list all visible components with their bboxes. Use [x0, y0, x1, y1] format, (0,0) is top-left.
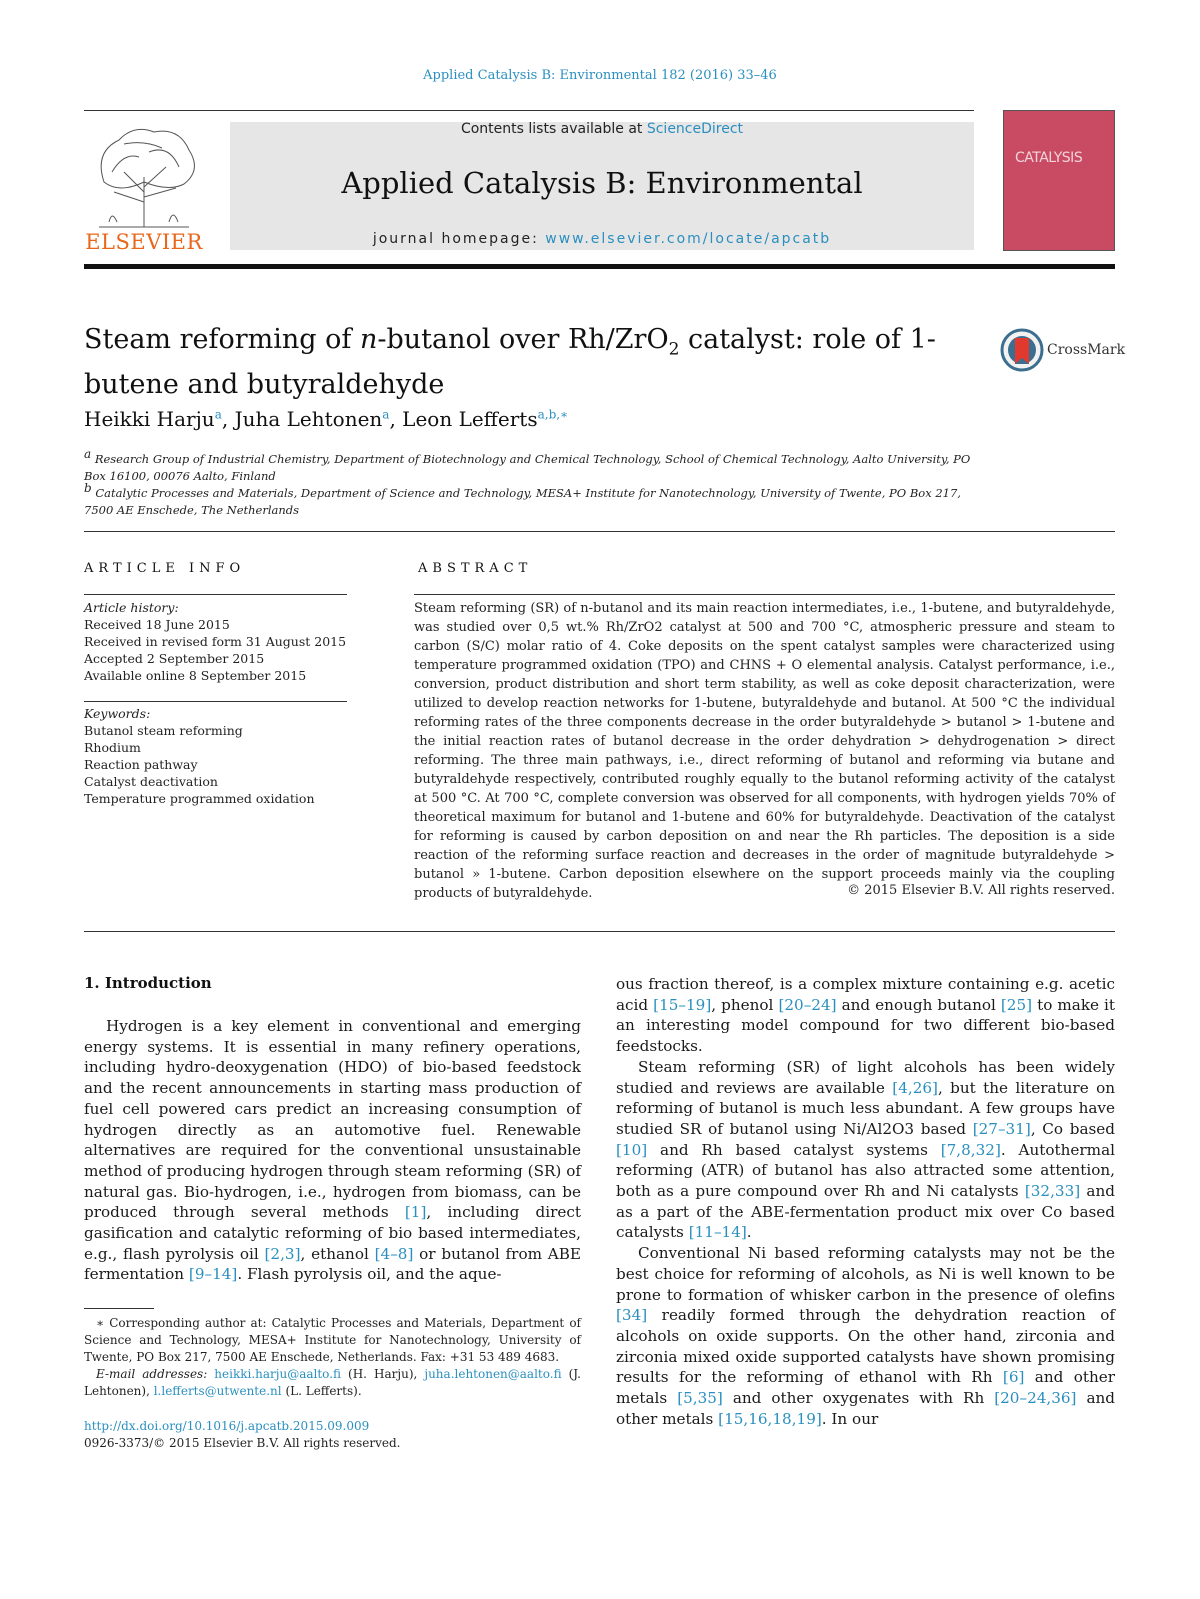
body-text: . Autothermal reforming (ATR) of butanol has also attracted some attention, both as a pure compound over Rh and Ni catalysts: [616, 1140, 1115, 1201]
citation-link[interactable]: [27–31]: [972, 1119, 1031, 1138]
keywords-block: [84, 705, 354, 807]
body-text: . Flash pyrolysis oil, and the aque-: [237, 1265, 502, 1284]
intro-paragraph-right-2: [616, 1057, 1115, 1243]
citation-link[interactable]: [34]: [616, 1306, 648, 1325]
email-owner: (L. Lefferts).: [281, 1384, 362, 1398]
keyword-item: Butanol steam reforming: [84, 723, 243, 738]
crossmark-label[interactable]: CrossMark: [1047, 342, 1126, 358]
affiliation-a: [84, 446, 974, 485]
body-text: .: [746, 1223, 752, 1242]
history-item: Received 18 June 2015: [84, 617, 230, 632]
title-text-3: catalyst: role of 1-butene and butyraldehyde: [84, 324, 936, 401]
history-item: Accepted 2 September 2015: [84, 651, 265, 666]
keyword-item: Reaction pathway: [84, 757, 198, 772]
author-affiliation-mark[interactable]: a: [382, 407, 390, 422]
affiliation-text: Catalytic Processes and Materials, Department of Science and Technology, MESA+ Institute for Nanotechnology, University of Twente, PO Box 217, 7500 AE Enschede, The Netherlands: [84, 485, 961, 517]
author-name: Juha Lehtonen: [234, 407, 383, 431]
title-italic-n: n: [359, 324, 378, 355]
citation-link[interactable]: [32,33]: [1024, 1182, 1081, 1201]
history-item: Received in revised form 31 August 2015: [84, 634, 347, 649]
email-link[interactable]: juha.lehtonen@aalto.fi: [424, 1367, 562, 1381]
intro-paragraph-right-1: [616, 974, 1115, 1057]
email-owner: (J. Lehtonen),: [84, 1367, 581, 1398]
intro-paragraph-1: [84, 1016, 581, 1285]
body-text: , ethanol: [300, 1244, 375, 1263]
author-separator: ,: [221, 407, 235, 431]
right-column: [616, 974, 1115, 1429]
abstract-text: Steam reforming (SR) of n-butanol and its main reaction intermediates, i.e., 1-butene, and butyraldehyde, was studied over 0,5 wt.% Rh/ZrO2 catalyst at 500 and 700 °C, atmospheric pressure and steam to carbon (S/C) molar ratio of 4. Coke deposits on the spent catalyst samples were characterized using temperature programmed oxidation (TPO) and CHNS + O elemental analysis. Catalyst performance, i.e., conversion, product distribution and short term stability, as well as coke deposit characterization, were utilized to develop reaction networks for 1-butene, butyraldehyde and butanol. At 500 °C the individual reforming rates of the three components decrease in the order butyraldehyde > butanol > 1-butene and the initial reaction rates of butanol decrease in the order dehydration > dehydrogenation > direct reforming. The three main pathways, i.e., direct reforming of butanol and reforming via butane and butyraldehyde respectively, contributed roughly equally to the butanol reforming activity of the catalyst at 500 °C. At 700 °C, complete conversion was observed for all components, with hydrogen yields 70% of theoretical maximum for butanol and 1-butene and 60% for butyraldehyde. Deactivation of the catalyst for reforming is caused by carbon deposition on and near the Rh particles. The deposition is a side reaction of the reforming surface reaction and decreases in the order of magnitude butyraldehyde > butanol » 1-butene. Carbon deposition elsewhere on the support proceeds mainly via the coupling products of butyraldehyde.: [414, 601, 1115, 901]
citation-link[interactable]: [9–14]: [188, 1265, 238, 1284]
body-text: or butanol from ABE fermentation: [84, 1244, 581, 1284]
footnote: [84, 1315, 581, 1400]
body-text: to make it an interesting model compound for two different bio-based feedstocks.: [616, 995, 1115, 1056]
section-heading-introduction: 1. Introduction: [84, 974, 212, 992]
issn-copyright: 0926-3373/© 2015 Elsevier B.V. All rights reserved.: [84, 1436, 401, 1450]
citation-link[interactable]: [10]: [616, 1140, 648, 1159]
email-link[interactable]: heikki.harju@aalto.fi: [214, 1367, 342, 1381]
abstract-rule: [414, 594, 1115, 595]
contents-line: [230, 121, 974, 137]
intro-paragraph-right-3: [616, 1243, 1115, 1429]
crossmark-icon[interactable]: [1000, 328, 1044, 372]
citation-link[interactable]: [20–24,36]: [994, 1389, 1077, 1408]
doi-link[interactable]: http://dx.doi.org/10.1016/j.apcatb.2015.09.009: [84, 1419, 370, 1433]
elsevier-wordmark: ELSEVIER: [85, 230, 203, 254]
left-column: [84, 1016, 581, 1285]
body-text: , phenol: [711, 995, 779, 1014]
header-rule: [84, 110, 974, 111]
article-title: [84, 322, 984, 403]
journal-title: Applied Catalysis B: Environmental: [341, 166, 863, 200]
citation-link[interactable]: [7,8,32]: [940, 1140, 1001, 1159]
article-info-rule: [84, 594, 347, 595]
footnote-rule: [84, 1308, 154, 1309]
body-text: and other metals: [616, 1389, 1116, 1428]
body-text: and other metals: [616, 1368, 1115, 1408]
keyword-item: Rhodium: [84, 740, 141, 755]
keywords-label: Keywords:: [84, 706, 151, 721]
body-text: and Rh based catalyst systems: [647, 1140, 941, 1159]
journal-citation[interactable]: Applied Catalysis B: Environmental 182 (2016) 33–46: [423, 68, 777, 83]
citation-link[interactable]: [15,16,18,19]: [718, 1409, 822, 1428]
keywords-rule: [84, 701, 347, 702]
affiliation-mark: b: [84, 481, 92, 495]
corresponding-author-note: ∗ Corresponding author at: Catalytic Processes and Materials, Department of Science and Technology, MESA+ Institute for Nanotechnology, University of Twente, PO Box 217, 7500 AE Enschede, Netherlands. Fax: +31 53 489 4683.: [84, 1316, 581, 1364]
author-separator: ,: [389, 407, 403, 431]
keyword-item: Catalyst deactivation: [84, 774, 218, 789]
abstract-bottom-rule: [84, 931, 1115, 932]
article-history: [84, 599, 354, 684]
body-text: readily formed through the dehydration reaction of alcohols on oxide supports. On the other hand, zirconia and zirconia mixed oxide supported catalysts have shown promising results for the reforming of ethanol with Rh: [616, 1306, 1115, 1387]
author-name: Heikki Harju: [84, 407, 215, 431]
abstract-copyright: © 2015 Elsevier B.V. All rights reserved.: [847, 883, 1115, 898]
citation-link[interactable]: [1]: [404, 1203, 427, 1222]
citation-link[interactable]: [4,26]: [892, 1078, 938, 1097]
journal-cover-thumbnail[interactable]: [1003, 110, 1115, 251]
title-text-1: Steam reforming of: [84, 324, 360, 355]
citation-link[interactable]: [6]: [1002, 1368, 1025, 1387]
author-list: [84, 407, 568, 431]
body-text: ous fraction thereof, is a complex mixture containing e.g. acetic acid: [616, 975, 1115, 1014]
email-link[interactable]: l.lefferts@utwente.nl: [153, 1384, 282, 1398]
email-addresses: [84, 1366, 581, 1400]
body-text: and enough butanol: [836, 995, 1001, 1014]
body-text: , Co based: [1030, 1119, 1115, 1138]
header-thick-rule: [84, 264, 1115, 269]
keyword-list: [84, 722, 354, 807]
author-affiliation-mark[interactable]: a,b,∗: [537, 407, 569, 422]
citation-link[interactable]: [11–14]: [688, 1223, 747, 1242]
cover-title: CATALYSIS: [1015, 150, 1083, 166]
body-text: . In our: [821, 1409, 879, 1428]
affiliation-rule: [84, 531, 1115, 532]
keyword-item: Temperature programmed oxidation: [84, 791, 315, 806]
body-text: Steam reforming (SR) of light alcohols has been widely studied and reviews are available: [616, 1057, 1115, 1097]
affiliation-text: Research Group of Industrial Chemistry, Department of Biotechnology and Chemical Technology, School of Chemical Technology, Aalto University, PO Box 16100, 00076 Aalto, Finland: [84, 451, 971, 483]
citation-link[interactable]: [25]: [1000, 995, 1033, 1014]
email-label: E-mail addresses:: [96, 1367, 215, 1381]
body-text: Conventional Ni based reforming catalysts may not be the best choice for reforming of alcohols, as Ni is well known to be prone to formation of whisker carbon in the presence of olefins: [616, 1244, 1115, 1304]
affiliation-b: [84, 480, 974, 519]
email-owner: (H. Harju),: [341, 1367, 425, 1381]
body-text: and as a part of the ABE-fermentation product mix over Co based catalysts: [616, 1182, 1115, 1242]
body-text: Hydrogen is a key element in conventional and emerging energy systems. It is essential in many refinery operations, including hydro-deoxygenation (HDO) of bio-based feedstock and the recent announcements in starting mass production of fuel cell powered cars predict an increasing consumption of hydrogen directly as an automotive fuel. Renewable alternatives are required for the conventional unsustainable method of producing hydrogen through steam reforming (SR) of natural gas. Bio-hydrogen, i.e., hydrogen from biomass, can be produced through several methods: [84, 1017, 581, 1222]
citation-link[interactable]: [20–24]: [778, 995, 837, 1014]
citation-link[interactable]: [5,35]: [677, 1389, 723, 1408]
journal-homepage-line: [230, 231, 974, 247]
body-text: , including direct gasification and catalytic reforming of bio based intermediates, e.g., flash pyrolysis oil: [84, 1203, 581, 1263]
abstract-heading: ABSTRACT: [418, 561, 533, 576]
homepage-link[interactable]: www.elsevier.com/locate/apcatb: [545, 231, 832, 247]
citation-link[interactable]: [2,3]: [264, 1244, 301, 1263]
citation-link[interactable]: [15–19]: [653, 995, 712, 1014]
contents-prefix: Contents lists available at: [460, 121, 647, 137]
history-label: Article history:: [84, 600, 179, 615]
homepage-prefix: journal homepage:: [372, 231, 546, 247]
history-item: Available online 8 September 2015: [84, 668, 307, 683]
author-name: Leon Lefferts: [402, 407, 538, 431]
title-subscript: 2: [668, 339, 680, 360]
body-text: and other oxygenates with Rh: [722, 1389, 995, 1408]
article-info-heading: ARTICLE INFO: [84, 561, 246, 576]
affiliation-mark: a: [84, 447, 92, 461]
body-text: , but the literature on reforming of butanol is much less abundant. A few groups have studied SR of butanol using Ni/Al2O3 based: [616, 1078, 1115, 1138]
citation-link[interactable]: [4–8]: [374, 1244, 414, 1263]
sciencedirect-link[interactable]: ScienceDirect: [646, 121, 744, 137]
title-text-2: -butanol over Rh/ZrO: [377, 324, 669, 355]
history-list: [84, 616, 354, 684]
author-affiliation-mark[interactable]: a: [214, 407, 222, 422]
